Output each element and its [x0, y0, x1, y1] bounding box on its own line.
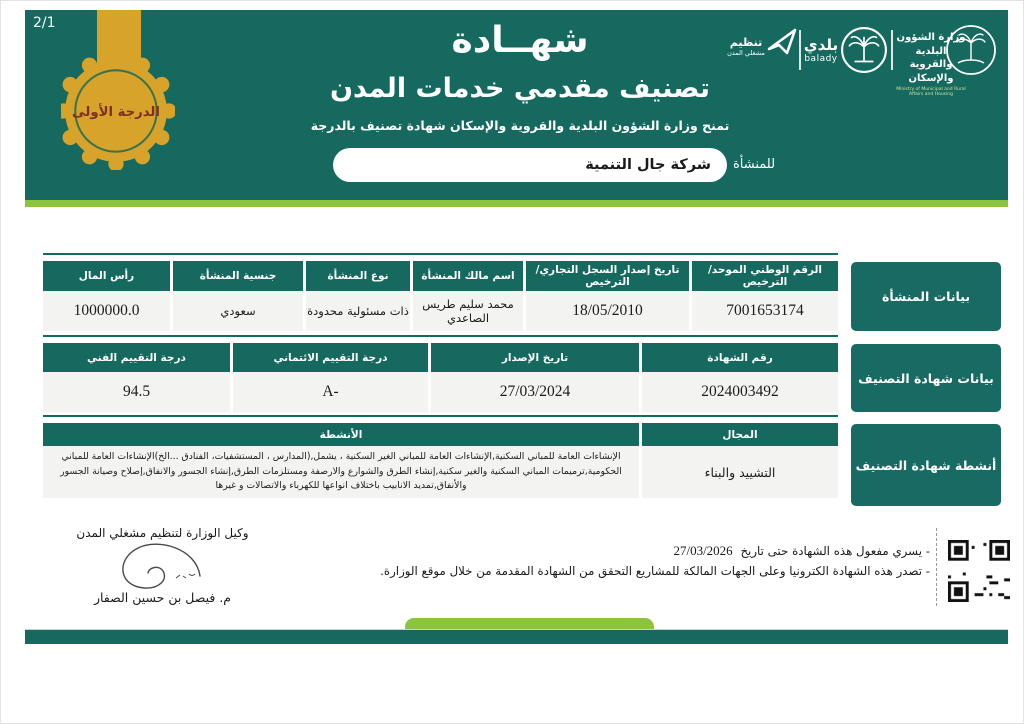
column-nationality: جنسية المنشأة سعودي [173, 261, 303, 331]
logo-separator [799, 30, 801, 70]
column-capital: رأس المال 1000000.0 [43, 261, 170, 331]
ministry-emblem-icon [944, 23, 998, 77]
column-owner-name: اسم مالك المنشأة محمد سليم طريس الصاعدي [413, 261, 523, 331]
column-credit-rating: درجة التقييم الائتماني A- [233, 343, 428, 412]
title-block [270, 20, 770, 133]
page-number: 2/1 [33, 15, 56, 31]
logo-separator [891, 30, 893, 70]
column-cr-issue-date: تاريخ إصدار السجل التجاري/ الترخيص 18/05/2010 [526, 261, 689, 331]
tanzim-logo-text: تنظيم مشغلي المدن [727, 36, 765, 57]
qr-code [948, 540, 1010, 602]
column-unified-national-number: الرقم الوطني الموحد/ الترخيص 7001653174 [692, 261, 838, 331]
column-technical-rating: درجة التقييم الفني 94.5 [43, 343, 230, 412]
certificate-tagline: تمنح وزارة الشؤون البلدية والقروية والإسكان شهادة تصنيف بالدرجة [310, 118, 730, 133]
ministry-logo-text: وزارة الشؤون البلدية والقروية والإسكان Ministry of Municipal and Rural Affairs and Housing [896, 32, 966, 98]
establishment-section-label: بيانات المنشأة [851, 262, 1001, 331]
certificate-section-label: بيانات شهادة التصنيف [851, 344, 1001, 412]
footer-notes [370, 543, 930, 583]
activities-section-label: أنشطة شهادة التصنيف [851, 424, 1001, 506]
certificate-table [43, 335, 838, 412]
establishment-table [43, 253, 838, 331]
certificate-subtitle: تصنيف مقدمي خدمات المدن [329, 73, 711, 104]
cut-mark-dashed-line [936, 528, 937, 606]
bottom-teal-bar [25, 629, 1008, 644]
entity-name-field: شركة جال التنمية [333, 148, 727, 182]
signatory-name: م. فيصل بن حسين الصفار [93, 590, 232, 605]
header-green-strip [25, 200, 1008, 207]
tanzim-plane-icon [764, 24, 800, 60]
balady-logo-text: بلدي balady [803, 36, 839, 64]
first-degree-medal-icon [61, 52, 175, 170]
column-issue-date: تاريخ الإصدار 27/03/2024 [431, 343, 639, 412]
column-certificate-number: رقم الشهادة 2024003492 [642, 343, 838, 412]
signature-block [40, 526, 285, 605]
activities-table [43, 415, 838, 498]
signatory-title: وكيل الوزارة لتنظيم مشغلي المدن [76, 526, 249, 540]
signature-icon [88, 536, 238, 594]
balady-palm-icon [840, 26, 888, 74]
column-establishment-type: نوع المنشأة ذات مسئولية محدودة [306, 261, 410, 331]
validity-date: 27/03/2026 [673, 543, 733, 558]
badge-degree-text: الدرجة الأولى [72, 105, 160, 121]
entity-label: للمنشأة [733, 157, 776, 172]
certificate-title: شهــادة [451, 20, 589, 61]
validity-note: - يسري مفعول هذه الشهادة حتى تاريخ 27/03/2026 [673, 543, 930, 558]
electronic-note: - تصدر هذه الشهادة الكترونيا وعلى الجهات المالكة للمشاريع التحقق من الشهادة المقدمة من خلال موقع الوزارة. [380, 564, 930, 578]
column-activities: الأنشطة الإنشاءات العامة للمباني السكنية,الإنشاءات العامة للمباني الغير السكنية ، يشمل,(المدارس ، المستشفيات، الفنادق ...الخ)الإنشاءات العامة للمباني الحكومية,ترميمات المباني السكنية والغير سكنية,إنشاء الطرق والشوارع والارصفة ومستلزمات الطرق,إنشاء الجسور والانفاق,إصلاح وصيانة الجسور والأنفاق,تمديد الانابيب باختلاف انواعها للكهرباء والاتصالات و غيرها [43, 423, 639, 498]
column-field: المجال التشييد والبناء [642, 423, 838, 498]
